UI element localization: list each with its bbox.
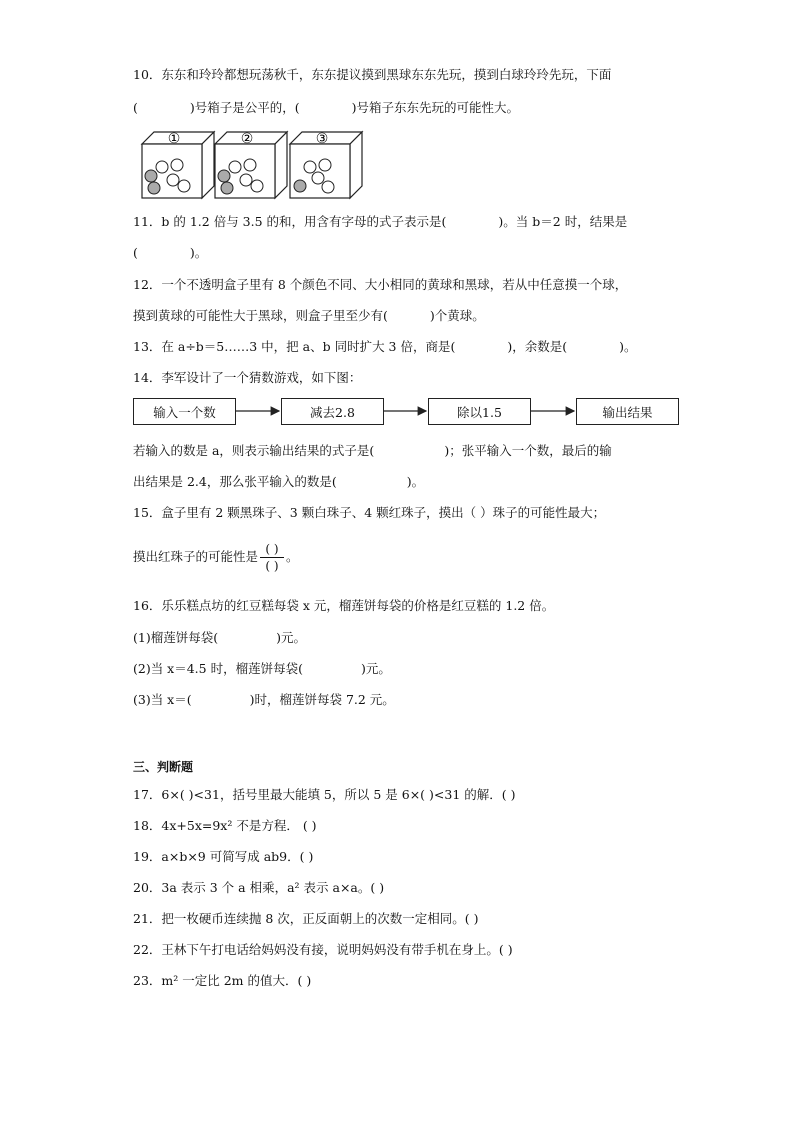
- flow-step-1: 输入一个数: [133, 398, 236, 425]
- section-heading: 三、判断题: [133, 760, 194, 774]
- q10-line1: 10．东东和玲玲都想玩荡秋千，东东提议摸到黑球东东先玩，摸到白球玲玲先玩，下面: [133, 67, 612, 82]
- judge-item-23[interactable]: 23．m² 一定比 2m 的值大．( ): [133, 973, 312, 988]
- judge-item-19[interactable]: 19．a×b×9 可简写成 ab9．( ): [133, 849, 314, 864]
- q16-sub2: (2)当 x＝4.5 时，榴莲饼每袋( )元。: [133, 661, 391, 676]
- judge-item-17[interactable]: 17．6×( )<31，括号里最大能填 5，所以 5 是 6×( )<31 的解．( ): [133, 787, 516, 802]
- q15-line1: 15．盒子里有 2 颗黑珠子、3 颗白珠子、4 颗红珠子，摸出（ ）珠子的可能性最大；: [133, 505, 606, 520]
- fraction-bar: [260, 557, 284, 558]
- judge-item-20[interactable]: 20．3a 表示 3 个 a 相乘，a² 表示 a×a。( ): [133, 880, 385, 895]
- q14-line3: 出结果是 2.4，那么张平输入的数是( )。: [133, 474, 425, 489]
- q11-line1: 11．b 的 1.2 倍与 3.5 的和，用含有字母的式子表示是( )。当 b＝2 时，结果是: [133, 214, 628, 229]
- flow-step-4: 输出结果: [576, 398, 679, 425]
- flow-step-3: 除以1.5: [428, 398, 531, 425]
- box-3-label: ③: [315, 131, 329, 147]
- q12-line1: 12．一个不透明盒子里有 8 个颜色不同、大小相同的黄球和黑球，若从中任意摸一个球，: [133, 277, 628, 292]
- fraction-denominator: ( ): [265, 559, 279, 573]
- q16-sub3: (3)当 x＝( )时，榴莲饼每袋 7.2 元。: [133, 692, 395, 707]
- q14-line1: 14．李军设计了一个猜数游戏，如下图：: [133, 370, 362, 385]
- fraction[interactable]: [260, 542, 284, 573]
- judge-item-22[interactable]: 22．王林下午打电话给妈妈没有接，说明妈妈没有带手机在身上。( ): [133, 942, 513, 957]
- flow-step-2: 减去2.8: [281, 398, 384, 425]
- judge-item-21[interactable]: 21．把一枚硬币连续抛 8 次，正反面朝上的次数一定相同。( ): [133, 911, 479, 926]
- q15-line2: 摸出红珠子的可能性是 $\frac{( )}{( )}$ 。: [133, 542, 299, 573]
- q12-line2: 摸到黄球的可能性大于黑球，则盒子里至少有( )个黄球。: [133, 308, 485, 323]
- q13-line: 13．在 a÷b＝5……3 中，把 a、b 同时扩大 3 倍，商是( )，余数是( )。: [133, 339, 637, 354]
- judge-item-18[interactable]: 18．4x+5x=9x² 不是方程． ( ): [133, 818, 317, 833]
- q16-line1: 16．乐乐糕点坊的红豆糕每袋 x 元，榴莲饼每袋的价格是红豆糕的 1.2 倍。: [133, 598, 555, 613]
- q14-line2: 若输入的数是 a，则表示输出结果的式子是( )；张平输入一个数，最后的输: [133, 443, 612, 458]
- fraction-numerator: ( ): [265, 542, 279, 556]
- q16-sub1: (1)榴莲饼每袋( )元。: [133, 630, 306, 645]
- q10-line2: ( )号箱子是公平的，( )号箱子东东先玩的可能性大。: [133, 100, 520, 115]
- box-2-label: ②: [240, 131, 254, 147]
- q11-line2: ( )。: [133, 245, 208, 260]
- box-1-label: ①: [167, 131, 181, 147]
